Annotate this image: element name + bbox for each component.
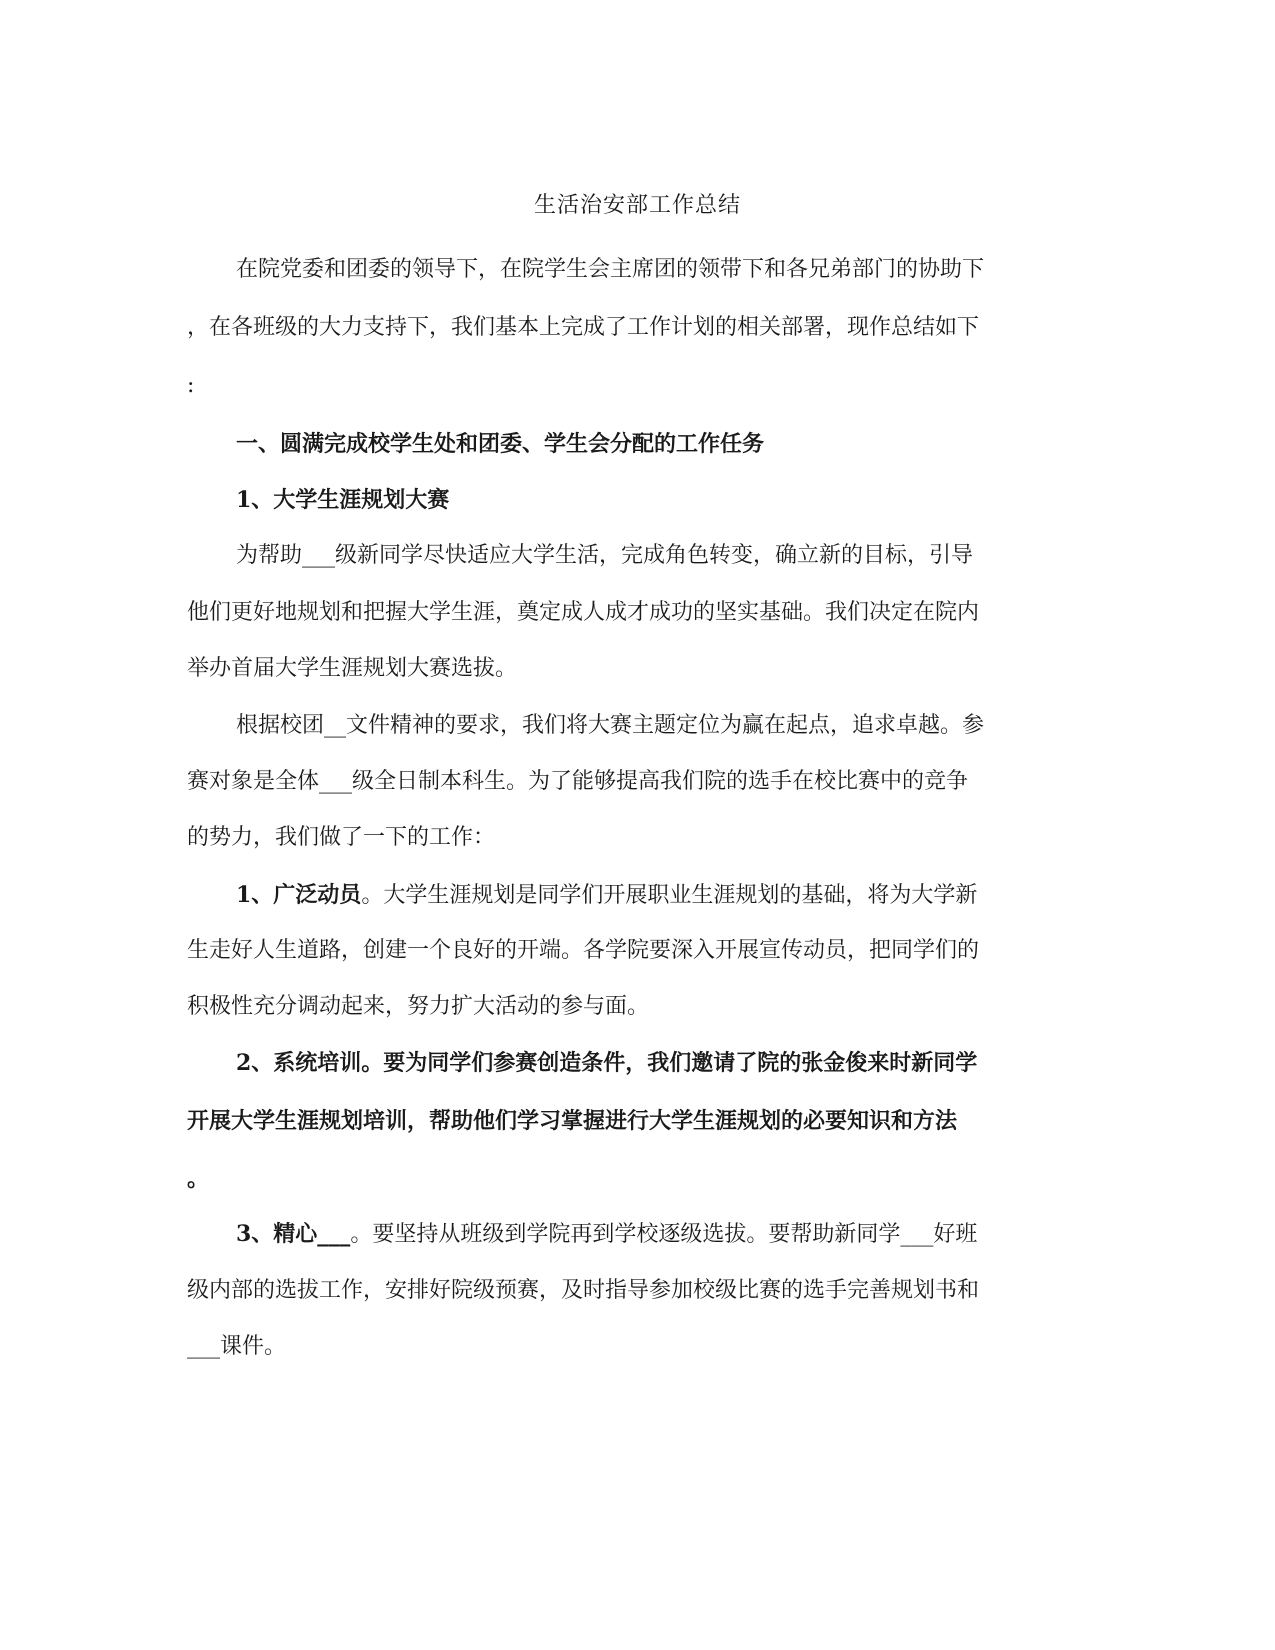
item-heading: 1、大学生涯规划大赛 bbox=[236, 487, 450, 513]
para2-line-1: 根据校团__文件精神的要求，我们将大赛主题定位为赢在起点，追求卓越。参 bbox=[236, 713, 985, 738]
point1-text: 。大学生涯规划是同学们开展职业生涯规划的基础，将为大学新 bbox=[361, 883, 978, 908]
document-title: 生活治安部工作总结 bbox=[533, 193, 741, 218]
para1-line-2: 他们更好地规划和把握大学生涯，奠定成人成才成功的坚实基础。我们决定在院内 bbox=[187, 600, 980, 625]
intro-line-1: 在院党委和团委的领导下，在院学生会主席团的领带下和各兄弟部门的协助下 bbox=[236, 257, 985, 282]
point1-line-3: 积极性充分调动起来，努力扩大活动的参与面。 bbox=[187, 994, 650, 1019]
intro-line-2: ，在各班级的大力支持下，我们基本上完成了工作计划的相关部署，现作总结如下 bbox=[187, 315, 980, 340]
para1-line-3: 举办首届大学生涯规划大赛选拔。 bbox=[187, 656, 518, 681]
point3-label: 3、精心___ bbox=[236, 1221, 351, 1247]
point3-line-3: ___课件。 bbox=[187, 1334, 287, 1359]
para2-line-3: 的势力，我们做了一下的工作： bbox=[187, 825, 496, 850]
point3-line-1 bbox=[236, 1218, 977, 1251]
point2-line-1: 2、系统培训。要为同学们参赛创造条件，我们邀请了院的张金俊来时新同学 bbox=[236, 1050, 978, 1076]
para2-line-2: 赛对象是全体___级全日制本科生。为了能够提高我们院的选手在校比赛中的竞争 bbox=[187, 769, 969, 794]
point2-line-2: 开展大学生涯规划培训，帮助他们学习掌握进行大学生涯规划的必要知识和方法 bbox=[187, 1108, 958, 1134]
section-heading: 一、圆满完成校学生处和团委、学生会分配的工作任务 bbox=[236, 431, 765, 457]
point1-line-1 bbox=[236, 879, 977, 912]
intro-line-3: : bbox=[187, 373, 195, 398]
point1-line-2: 生走好人生道路，创建一个良好的开端。各学院要深入开展宣传动员，把同学们的 bbox=[187, 938, 980, 963]
point3-text: 。要坚持从班级到学院再到学校逐级选拔。要帮助新同学___好班 bbox=[350, 1222, 978, 1247]
point3-line-2: 级内部的选拔工作，安排好院级预赛，及时指导参加校级比赛的选手完善规划书和 bbox=[187, 1278, 980, 1303]
para1-line-1: 为帮助___级新同学尽快适应大学生活，完成角色转变，确立新的目标，引导 bbox=[236, 543, 974, 568]
point2-line-3: 。 bbox=[187, 1166, 210, 1192]
point1-label: 1、广泛动员 bbox=[236, 882, 362, 908]
